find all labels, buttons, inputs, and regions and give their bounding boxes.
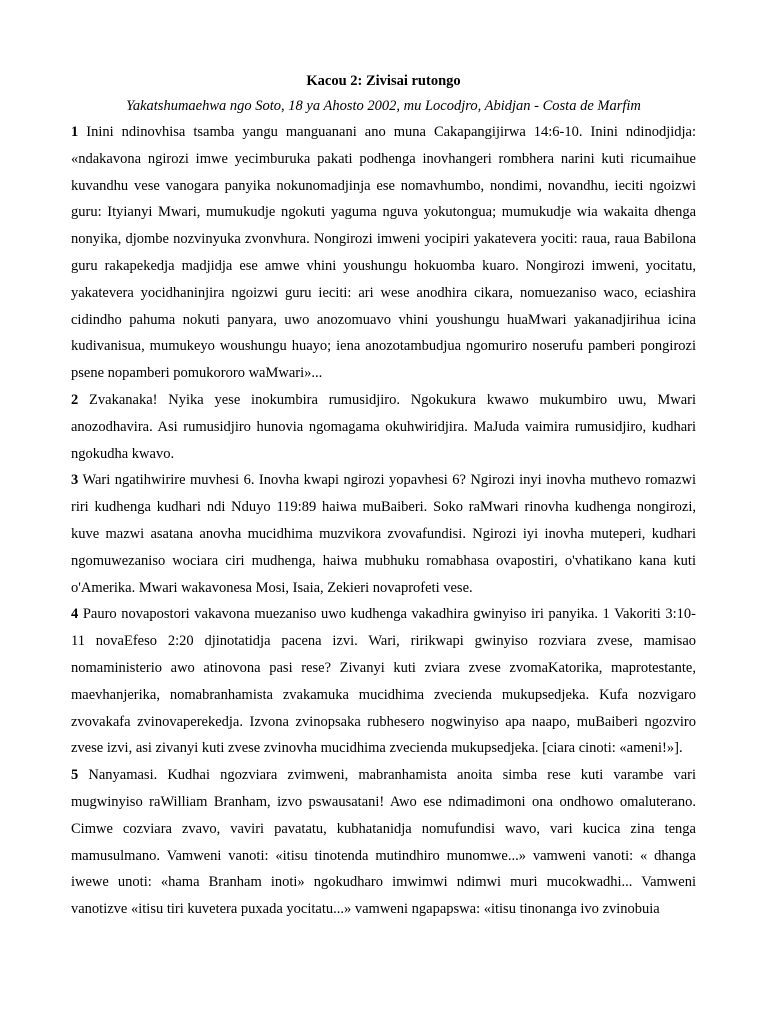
- paragraph-text: Wari ngatihwirire muvhesi 6. Inovha kwapi ngirozi yopavhesi 6? Ngirozi inyi inovha muthevo romazwi riri kudhenga kudhari ndi Nduyo 119:89 haiwa muBaiberi. Soko raMwari rinovha kudhenga nongirozi, kuve mazwi asatana anovha mucidhima muzvikora zvovafundisi. Ngirozi iyi inovha muteperi, kudhari ngomuwezaniso wociara ciri mudhenga, haiwa mubhuku romabhasa ovapostiri, o'vhatikano kana kuti o'Amerika. Mwari wakavonesa Mosi, Isaia, Zekieri novaprofeti vese.: [71, 472, 696, 596]
- document-subtitle: Yakatshumaehwa ngo Soto, 18 ya Ahosto 2002, mu Locodjro, Abidjan - Costa de Marfim: [126, 98, 641, 114]
- paragraph-text: Nanyamasi. Kudhai ngozviara zvimweni, mabranhamista anoita simba rese kuti varambe vari mugwinyiso raWilliam Branham, izvo pswausatani! Awo ese ndimadimoni ona ondhowo omaluterano. Cimwe cozviara zvavo, vaviri pavatatu, kubhatanidja nomufundisi wavo, vari kucica zina tenga mamusulmano. Vamweni vanoti: «itisu tinotenda mutindhiro munomwe...» vamweni vanoti: « dhanga iwewe unoti: «hama Branham inoti» ngokudharo imwimwi ndimwi muri mucokwadhi... Vamweni vanotizve «itisu tiri kuvetera puxada yocitatu...» vamweni ngapapswa: «itisu tinonanga ivo zvinobuia: [71, 767, 697, 918]
- paragraph-2: [71, 387, 696, 467]
- paragraph-number: 4: [71, 606, 79, 623]
- paragraph-number: 5: [71, 767, 79, 784]
- paragraph-text: Pauro novapostori vakavona muezaniso uwo kudhenga vakadhira gwinyiso iri panyika. 1 Vakoriti 3:10-11 novaEfeso 2:20 djinotatidja pacena izvi. Wari, ririkwapi gwinyiso rozviara zvese, mamisao nomaministerio awo atinovona pasi rese? Zivanyi kuti zviara zvese zvomaKatorika, maprotestante, maevhanjerika, nomabranhamista zvakamuka mucidhima zvecienda mukupsedjeka. Kufa nozvigaro zvovakafa zvinovaperekedja. Izvona zvinopsaka rubhesero nogwinyiso apa naapo, muBaiberi ngozviro zvese izvi, asi zivanyi kuti zvese zvinovha mucidhima zvecienda mukupsedjeka. [ciara cinoti: «ameni!»].: [71, 606, 696, 757]
- paragraph-4: [71, 601, 696, 762]
- paragraph-number: 3: [71, 472, 79, 489]
- paragraph-number: 2: [71, 391, 79, 408]
- paragraph-number: 1: [71, 124, 79, 140]
- paragraph-3: [71, 467, 696, 601]
- paragraph-5: [71, 762, 696, 923]
- paragraph-text: Zvakanaka! Nyika yese inokumbira rumusidjiro. Ngokukura kwawo mukumbiro uwu, Mwari anozodhavira. Asi rumusidjiro hunovia ngomagama okuhwiridjira. MaJuda vaimira rumusidjiro, kudhari ngokudha kwavo.: [71, 391, 696, 462]
- paragraph-text: Inini ndinovhisa tsamba yangu manguanani ano muna Cakapangijirwa 14:6-10. Inini ndinodjidja: «ndakavona ngirozi imwe yecimburuka pakati podhenga inovhangeri rombhera narini kuti ricumaihue kuvandhu vese vanogara panyika nokunomadjinja ese nomavhumbo, nondimi, novandhu, ieciti ngoizwi guru: Ityianyi Mwari, mumukudje ngokuti yaguma nguva yokutongua; mumukudje wia wakaita dhenga nonyika, djombe nozvinyuka zvonvhura. Nongirozi imweni yocipiri yakatevera yociti: raua, raua Babilona guru rakapekedja madjidja ese amwe vhini youshungu hokuomba kuaro. Nongirozi imweni, yocitatu, yakatevera yocidhaninjira ngoizwi guru ieciti: ari wese anodhira cikara, nomuezaniso waco, eciashira cidindho pahuma nokuti panyara, uwo anozomuavo vhini youshungu huaMwari yakanadjirihua icina kudivanisua, mumukeyo woushungu huayo; iena anozotambudjua ngomuriro noserufu pamberi pongirozi psene nopamberi pomukororo waMwari»...: [71, 124, 697, 382]
- paragraph-1: [71, 119, 696, 387]
- document-title: Kacou 2: Zivisai rutongo: [306, 73, 461, 89]
